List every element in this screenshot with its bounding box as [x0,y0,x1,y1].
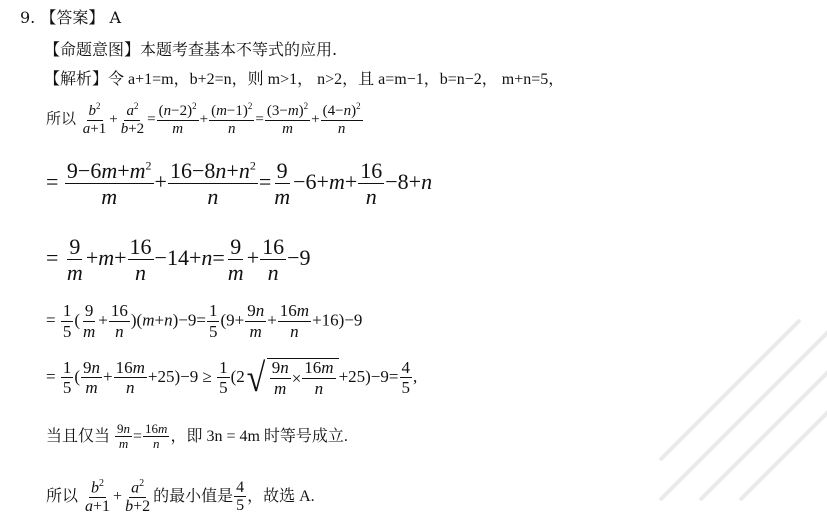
answer-line [20,8,121,28]
watermark-graphic [640,300,827,520]
eq-sign: = [147,111,156,128]
step-line-5: = $\frac{1}{5}$ ( $\frac{9n}{m}$ + $\frac{16m}{n}$ +25)−9 ≥ $\frac{1}{5}$ (2 √ $\frac{9n}{m}$ × $\frac{16m}{n}$ +25)−9= $\frac{4}{5}$ , [46,355,418,400]
question-number: 9. [20,8,36,27]
condition-prefix: 当且仅当 [46,427,111,445]
analysis-tag: 【解析】 [44,69,109,88]
intent-line [44,40,337,60]
eq-sign: = [46,367,56,387]
answer-value: A [109,8,122,27]
analysis-text: 令 a+1=m，b+2=n，则 m>1， n>2，且 a=m−1，b=n−2， m+n=5， [108,71,565,88]
answer-tag: 【答案】 [40,8,105,27]
condition-tail: ，即 3n = 4m 时等号成立. [170,427,348,445]
intent-tag: 【命题意图】 [44,40,141,59]
eq-sign: = [46,310,56,330]
step-line-3: = $\frac{9}{m}$ +m+ $\frac{16}{n}$ −14+n= $\frac{9}{m}$ + $\frac{16}{n}$ −9 [46,234,311,286]
final-mid: 的最小值是 [153,487,234,505]
equality-condition-line: 当且仅当 $\frac{9n}{m}$ = $\frac{16m}{n}$ ，即 3n = 4m 时等号成立. [46,421,348,452]
analysis-line [44,69,564,90]
final-line: 所以 $\frac{b^2}{a+1}$ + $\frac{a^2}{b+2}$ 的最小值是 $\frac{4}{5}$ ，故选 A. [46,478,315,515]
eq-sign: = [46,244,59,270]
intent-text: 本题考查基本不等式的应用. [140,40,338,59]
step-line-1: 所以 $\frac{b^2}{a+1}$ + $\frac{a^2}{b+2}$ = $\frac{(n-2)^2}{m}$ + $\frac{(m-1)^2}{n}$ = $\frac{(3-m)^2}{m}$ + $\frac{(4-n)^2}{n}$ [46,101,361,137]
eq-sign: = [255,111,264,128]
final-prefix: 所以 [46,487,79,505]
step-line-4: = $\frac{1}{5}$ ( $\frac{9}{m}$ + $\frac{16}{n}$ )(m+n)−9= $\frac{1}{5}$ (9+ $\frac{9n}{m}$ + $\frac{16m}{n}$ +16)−9 [46,301,363,341]
final-tail: ，故选 A. [247,487,315,505]
eq-sign: = [46,168,59,194]
step-line-2: = $\frac{9-6m+m^2}{m}$ + $\frac{16-8n+n^2}{n}$ = $\frac{9}{m}$ −6+m+ $\frac{16}{n}$ −8+n [46,158,433,210]
step-prefix: 所以 [46,111,77,128]
